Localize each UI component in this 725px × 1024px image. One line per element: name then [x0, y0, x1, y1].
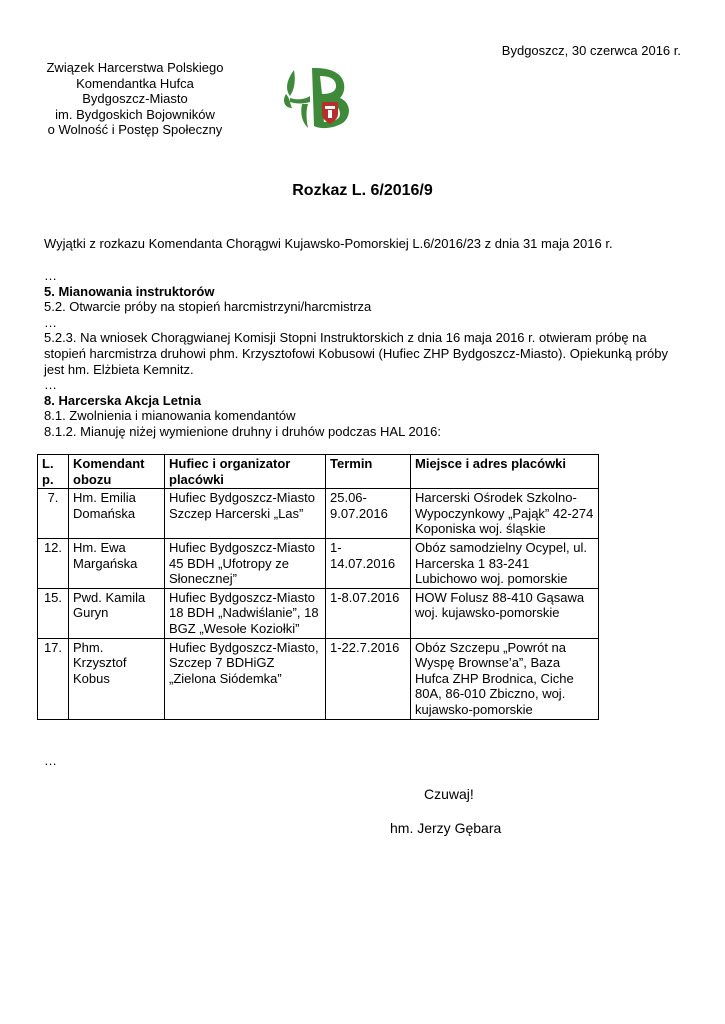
table-cell: Hm. Ewa Margańska — [69, 538, 165, 588]
table-cell: Harcerski Ośrodek Szkolno-Wypoczynkowy „Pająk” 42-274 Koponiska woj. śląskie — [411, 489, 599, 539]
document-date: Bydgoszcz, 30 czerwca 2016 r. — [501, 43, 681, 58]
table-cell: 17. — [38, 638, 69, 719]
signature: hm. Jerzy Gębara — [390, 820, 502, 836]
document-body — [44, 268, 684, 440]
ellipsis: … — [44, 377, 57, 393]
table-cell: 1-14.07.2016 — [326, 538, 411, 588]
table-cell: 25.06-9.07.2016 — [326, 489, 411, 539]
table-cell: Hufiec Bydgoszcz-Miasto, Szczep 7 BDHiGZ „Zielona Siódemka” — [165, 638, 326, 719]
column-header: L. p. — [38, 455, 69, 489]
table-cell: Hufiec Bydgoszcz-Miasto 45 BDH „Ufotropy ze Słonecznej” — [165, 538, 326, 588]
table-cell: Obóz samodzielny Ocypel, ul. Harcerska 1 83-241 Lubichowo woj. pomorskie — [411, 538, 599, 588]
table-cell: Hm. Emilia Domańska — [69, 489, 165, 539]
table-row — [38, 538, 599, 588]
table-row — [38, 638, 599, 719]
column-header: Hufiec i organizator placówki — [165, 455, 326, 489]
table-row — [38, 489, 599, 539]
paragraph: 8.1. Zwolnienia i mianowania komendantów — [44, 408, 296, 424]
table-cell: Phm. Krzysztof Kobus — [69, 638, 165, 719]
section-heading: 8. Harcerska Akcja Letnia — [44, 392, 202, 408]
table-row — [38, 588, 599, 638]
camps-table — [37, 454, 599, 720]
org-line: im. Bydgoskich Bojowników — [55, 106, 215, 122]
org-line: Związek Harcerstwa Polskiego — [46, 60, 224, 75]
table-header-row — [38, 455, 599, 489]
table-cell: Hufiec Bydgoszcz-Miasto Szczep Harcerski „Las” — [165, 489, 326, 539]
table-cell: 1-8.07.2016 — [326, 588, 411, 638]
org-line: Bydgoszcz-Miasto — [82, 91, 188, 107]
column-header: Miejsce i adres placówki — [411, 455, 599, 489]
table-cell: 15. — [38, 588, 69, 638]
table-cell: Pwd. Kamila Guryn — [69, 588, 165, 638]
table-cell: Hufiec Bydgoszcz-Miasto 18 BDH „Nadwiślanie”, 18 BGZ „Wesołe Koziołki” — [165, 588, 326, 638]
intro-text: Wyjątki z rozkazu Komendanta Chorągwi Kujawsko-Pomorskiej L.6/2016/23 z dnia 31 maja 2016 r. — [44, 236, 613, 251]
closing-salutation: Czuwaj! — [424, 786, 474, 802]
section-heading: 5. Mianowania instruktorów — [44, 283, 215, 299]
table-cell: 12. — [38, 538, 69, 588]
organization-header — [40, 60, 230, 138]
column-header: Komendant obozu — [69, 455, 165, 489]
org-line: o Wolność i Postęp Społeczny — [47, 122, 223, 138]
column-header: Termin — [326, 455, 411, 489]
table-cell: Obóz Szczepu „Powrót na Wyspę Brownse’a”, Baza Hufca ZHP Brodnica, Ciche 80A, 86-010 Zbiczno, woj. kujawsko-pomorskie — [411, 638, 599, 719]
ellipsis: … — [44, 268, 57, 283]
paragraph: 5.2. Otwarcie próby na stopień harcmistrzyni/harcmistrza — [44, 299, 372, 315]
paragraph: 8.1.2. Mianuję niżej wymienione druhny i druhów podczas HAL 2016: — [44, 423, 441, 439]
paragraph: 5.2.3. Na wniosek Chorągwianej Komisji Stopni Instruktorskich z dnia 16 maja 2016 r. otwieram próbę na stopień harcmistrza druhowi phm. Krzysztofowi Kobusowi (Hufiec ZHP Bydgoszcz-Miasto). Opiekunką próby jest hm. Elżbieta Kemnitz. — [44, 330, 668, 377]
table-cell: 7. — [38, 489, 69, 539]
hufiec-logo — [280, 64, 354, 132]
ellipsis: … — [44, 314, 57, 330]
org-line: Komendantka Hufca — [76, 75, 194, 91]
ellipsis: … — [44, 753, 57, 768]
document-title: Rozkaz L. 6/2016/9 — [292, 182, 433, 199]
table-cell: 1-22.7.2016 — [326, 638, 411, 719]
table-cell: HOW Folusz 88-410 Gąsawa woj. kujawsko-pomorskie — [411, 588, 599, 638]
